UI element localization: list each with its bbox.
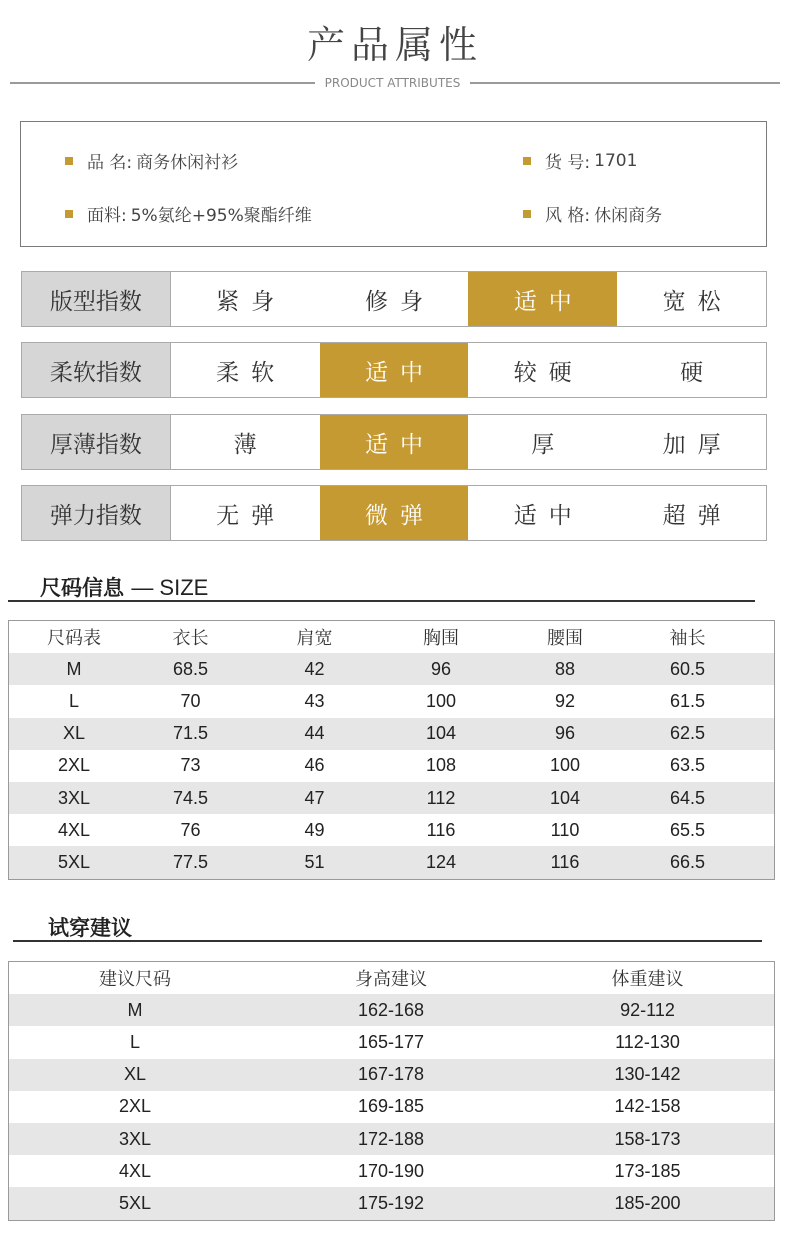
table-cell: 61.5 <box>669 690 706 711</box>
table-cell: 2XL <box>57 755 91 776</box>
column-header: 体重建议 <box>611 969 684 991</box>
table-cell: 68.5 <box>172 658 209 679</box>
table-cell: 42 <box>304 658 325 679</box>
table-row <box>9 1123 774 1155</box>
table-cell: 162-168 <box>357 999 425 1020</box>
attr-value: 5%氨纶+95%聚酯纤维 <box>130 206 312 226</box>
table-cell: 88 <box>554 658 576 679</box>
index-label: 厚薄指数 <box>22 415 171 469</box>
attr-label: 风 格: <box>545 206 591 226</box>
table-cell: 5XL <box>118 1192 152 1213</box>
table-cell: 116 <box>550 851 580 872</box>
attr-label: 面料: <box>87 206 127 226</box>
attr-product-name <box>65 148 238 173</box>
page-title: 产品属性 <box>306 23 483 67</box>
index-option: 硬 <box>680 359 716 386</box>
divider-right <box>470 82 780 84</box>
attr-label: 货 号: <box>545 153 591 173</box>
table-cell: 65.5 <box>669 819 706 840</box>
table-row <box>9 653 774 685</box>
table-cell: 104 <box>549 787 581 808</box>
index-row-softness <box>21 342 767 398</box>
table-cell: 62.5 <box>669 723 706 744</box>
bullet-icon <box>523 157 531 165</box>
column-header: 袖长 <box>669 628 706 650</box>
index-option: 无弹 <box>216 502 287 529</box>
table-cell: 73 <box>180 755 201 776</box>
size-table <box>8 620 775 880</box>
table-cell: 47 <box>304 787 325 808</box>
column-header: 建议尺码 <box>99 969 171 991</box>
table-cell: 77.5 <box>172 851 209 872</box>
table-cell: 170-190 <box>357 1160 425 1181</box>
index-label: 弹力指数 <box>22 486 171 540</box>
table-row <box>9 718 774 750</box>
table-cell: M <box>127 999 143 1020</box>
index-option: 超弹 <box>662 502 733 529</box>
index-row-elasticity <box>21 485 767 541</box>
table-row <box>9 1091 774 1123</box>
attr-value: 商务休闲衬衫 <box>136 153 239 173</box>
table-cell: 3XL <box>57 787 91 808</box>
bullet-icon <box>65 157 73 165</box>
table-cell: 169-185 <box>357 1096 425 1117</box>
table-cell: 92 <box>554 690 576 711</box>
column-header: 肩宽 <box>296 628 333 650</box>
attr-fabric <box>65 201 312 226</box>
attr-value: 1701 <box>594 150 638 171</box>
table-cell: 116 <box>426 819 456 840</box>
index-option: 厚 <box>531 431 567 458</box>
table-cell: 3XL <box>118 1128 152 1149</box>
table-cell: L <box>68 690 79 711</box>
table-cell: 96 <box>430 658 452 679</box>
page-subtitle: PRODUCT ATTRIBUTES <box>324 76 461 90</box>
table-cell: 4XL <box>57 819 91 840</box>
table-row <box>9 846 774 878</box>
table-cell: 167-178 <box>357 1064 425 1085</box>
table-cell: 4XL <box>118 1160 152 1181</box>
column-header: 尺码表 <box>47 628 101 650</box>
table-cell: 100 <box>549 755 581 776</box>
table-cell: 112 <box>426 787 456 808</box>
divider-left <box>10 82 315 84</box>
table-cell: 74.5 <box>172 787 209 808</box>
index-option-selected: 适中 <box>320 415 469 469</box>
size-heading-rule <box>8 600 755 602</box>
table-cell: XL <box>62 723 86 744</box>
index-option-selected: 适中 <box>320 343 469 397</box>
size-heading-en: — SIZE <box>131 575 209 600</box>
table-cell: 51 <box>304 851 325 872</box>
table-cell: XL <box>123 1064 147 1085</box>
table-cell: 70 <box>180 690 201 711</box>
table-row <box>9 782 774 814</box>
index-option: 加厚 <box>662 431 733 458</box>
attr-style <box>523 201 662 226</box>
table-row <box>9 1155 774 1187</box>
table-row <box>9 685 774 717</box>
table-cell: 108 <box>425 755 457 776</box>
table-cell: 64.5 <box>669 787 706 808</box>
index-option: 紧身 <box>216 288 287 315</box>
column-header: 衣长 <box>172 628 209 650</box>
index-row-thickness <box>21 414 767 470</box>
table-cell: 124 <box>425 851 457 872</box>
fit-heading: 试穿建议 <box>48 916 132 940</box>
table-cell: 185-200 <box>614 1192 681 1213</box>
index-row-fit <box>21 271 767 327</box>
attr-value: 休闲商务 <box>594 206 663 226</box>
size-heading <box>40 572 208 602</box>
index-option: 柔软 <box>216 359 287 386</box>
table-cell: 142-158 <box>614 1096 681 1117</box>
table-row <box>9 1026 774 1058</box>
fit-heading-rule <box>13 940 762 942</box>
table-cell: 158-173 <box>614 1128 681 1149</box>
table-cell: 76 <box>180 819 201 840</box>
bullet-icon <box>65 210 73 218</box>
table-cell: 112-130 <box>615 1031 680 1052</box>
table-row <box>9 994 774 1026</box>
index-option: 宽松 <box>662 288 733 315</box>
table-cell: 43 <box>304 690 325 711</box>
table-row <box>9 750 774 782</box>
table-cell: 46 <box>304 755 325 776</box>
index-option: 较硬 <box>513 359 584 386</box>
attr-item-number <box>523 148 637 173</box>
table-cell: 71.5 <box>172 723 209 744</box>
table-cell: 63.5 <box>669 755 706 776</box>
table-row <box>9 1187 774 1219</box>
table-row <box>9 814 774 846</box>
index-option: 薄 <box>233 431 269 458</box>
subtitle-divider <box>10 76 780 90</box>
table-cell: 60.5 <box>669 658 706 679</box>
index-option-selected: 适中 <box>468 272 617 326</box>
attr-label: 品 名: <box>87 153 133 173</box>
table-cell: 110 <box>550 819 580 840</box>
index-option: 适中 <box>513 502 584 529</box>
table-cell: M <box>66 658 82 679</box>
index-label: 柔软指数 <box>22 343 171 397</box>
table-cell: 2XL <box>118 1096 152 1117</box>
table-cell: 165-177 <box>357 1031 425 1052</box>
table-cell: 175-192 <box>357 1192 425 1213</box>
table-cell: 130-142 <box>614 1064 681 1085</box>
table-cell: L <box>129 1031 140 1052</box>
table-header-row <box>9 621 774 653</box>
table-cell: 172-188 <box>357 1128 425 1149</box>
attributes-box <box>20 121 767 247</box>
table-cell: 100 <box>425 690 457 711</box>
table-cell: 44 <box>304 723 325 744</box>
table-cell: 49 <box>304 819 325 840</box>
table-row <box>9 1059 774 1091</box>
size-heading-cn: 尺码信息 <box>40 576 124 600</box>
fit-table <box>8 961 775 1221</box>
table-cell: 92-112 <box>620 999 675 1020</box>
index-label: 版型指数 <box>22 272 171 326</box>
bullet-icon <box>523 210 531 218</box>
column-header: 身高建议 <box>355 969 427 991</box>
table-cell: 66.5 <box>669 851 706 872</box>
column-header: 腰围 <box>547 628 583 650</box>
table-cell: 96 <box>554 723 576 744</box>
column-header: 胸围 <box>423 628 459 650</box>
table-cell: 104 <box>425 723 457 744</box>
table-cell: 5XL <box>57 851 91 872</box>
table-header-row <box>9 962 774 994</box>
index-option-selected: 微弹 <box>320 486 469 540</box>
index-option: 修身 <box>364 288 435 315</box>
table-cell: 173-185 <box>614 1160 681 1181</box>
